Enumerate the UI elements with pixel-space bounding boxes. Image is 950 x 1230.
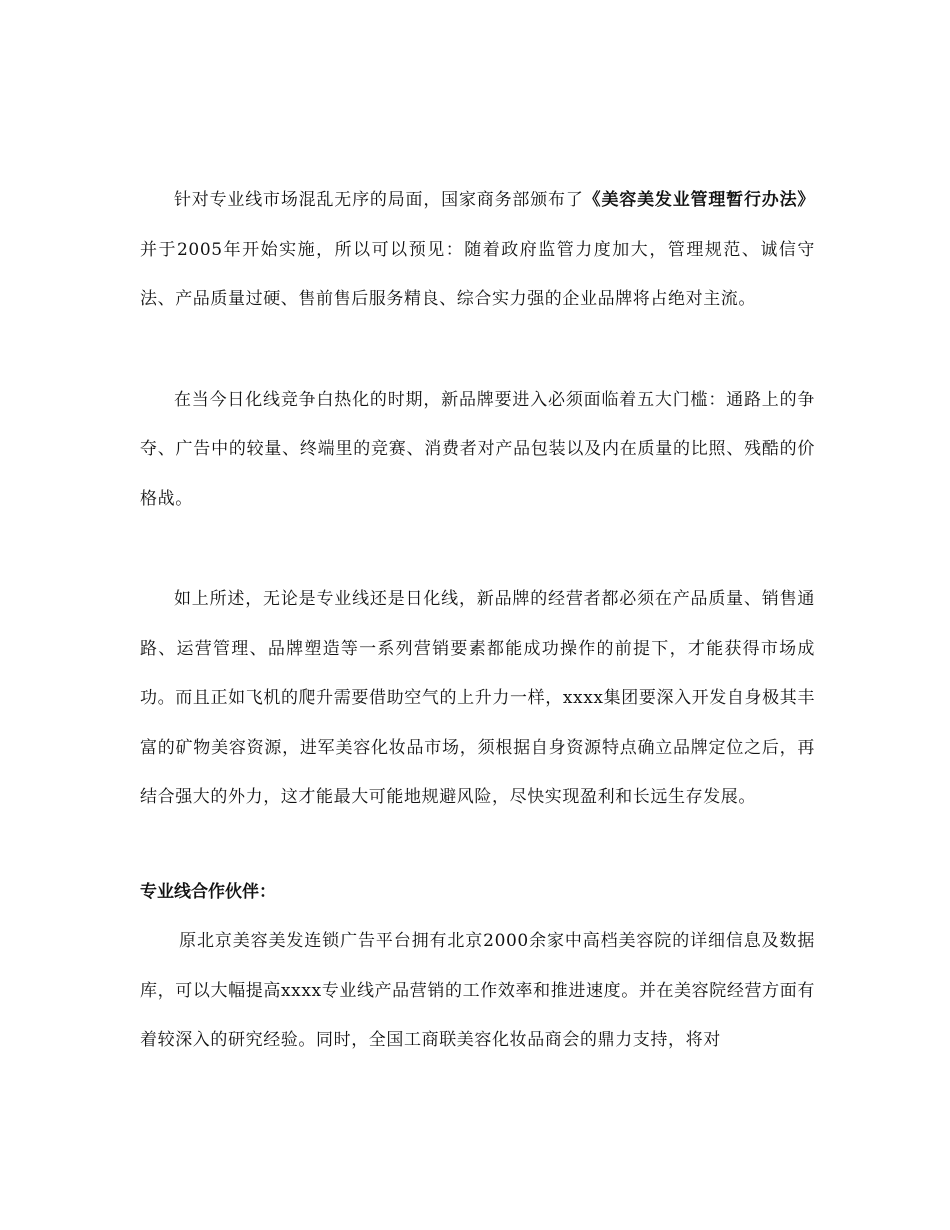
regulation-title: 《美容美发业管理暂行办法》 (583, 190, 815, 210)
paragraph-regulation-text-start: 针对专业线市场混乱无序的局面，国家商务部颁布了 (174, 190, 584, 210)
document-page (140, 176, 815, 1066)
section-heading-partners: 专业线合作伙伴： (140, 881, 276, 902)
paragraph-regulation-text-end: 并于2005年开始实施，所以可以预见：随着政府监管力度加大，管理规范、诚信守法、产品质量过硬、售前售后服务精良、综合实力强的企业品牌将占绝对主流。 (140, 239, 815, 309)
paragraph-partners: 原北京美容美发连锁广告平台拥有北京2000余家中高档美容院的详细信息及数据库，可以大幅提高xxxx专业线产品营销的工作效率和推进速度。并在美容院经营方面有着较深入的研究经验。同时，全国工商联美容化妆品商会的鼎力支持，将对 (140, 931, 815, 1050)
paragraph-summary: 如上所述，无论是专业线还是日化线，新品牌的经营者都必须在产品质量、销售通路、运营管理、品牌塑造等一系列营销要素都能成功操作的前提下，才能获得市场成功。而且正如飞机的爬升需要借助空气的上升力一样，xxxx集团要深入开发自身极其丰富的矿物美容资源，进军美容化妆品市场，须根据自身资源特点确立品牌定位之后，再结合强大的外力，这才能最大可能地规避风险，尽快实现盈利和长远生存发展。 (140, 589, 815, 807)
paragraph-regulation (140, 176, 815, 325)
paragraph-daily-chemical: 在当今日化线竞争白热化的时期，新品牌要进入必须面临着五大门槛：通路上的争夺、广告中的较量、终端里的竞赛、消费者对产品包装以及内在质量的比照、残酷的价格战。 (140, 389, 815, 509)
